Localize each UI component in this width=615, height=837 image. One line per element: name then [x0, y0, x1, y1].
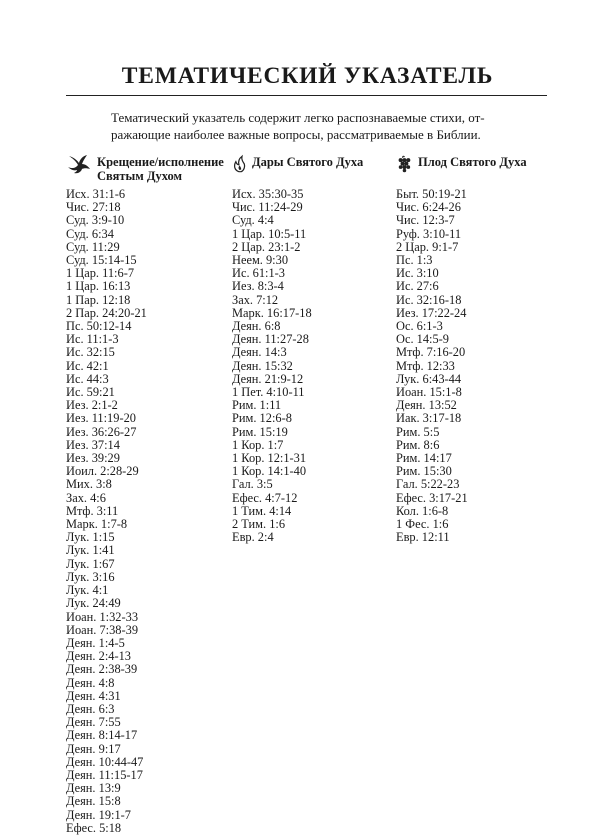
reference-item: Ис. 27:6: [396, 279, 439, 294]
reference-item: Чис. 6:24-26: [396, 200, 461, 215]
reference-item: Ис. 32:15: [66, 345, 115, 360]
reference-item: Иез. 36:26-27: [66, 424, 137, 439]
reference-item: 1 Тим. 4:14: [232, 503, 292, 518]
column-heading: Плод Святого Духа: [418, 155, 527, 169]
reference-item: Иез. 37:14: [66, 437, 120, 452]
reference-item: Рим. 12:6-8: [232, 411, 292, 426]
grapes-icon: [396, 153, 416, 175]
reference-item: Лук. 1:41: [66, 543, 115, 558]
reference-item: Ос. 6:1-3: [396, 319, 443, 334]
reference-item: Рим. 15:19: [232, 424, 288, 439]
reference-item: 2 Тим. 1:6: [232, 517, 286, 532]
reference-item: Деян. 11:27-28: [232, 332, 309, 347]
reference-item: Иез. 39:29: [66, 451, 120, 466]
reference-item: Ос. 14:5-9: [396, 332, 449, 347]
reference-item: Лук. 24:49: [66, 596, 121, 611]
reference-item: Ефес. 4:7-12: [232, 490, 298, 505]
reference-item: Рим. 8:6: [396, 437, 440, 452]
reference-item: 1 Кор. 1:7: [232, 437, 284, 452]
reference-item: Деян. 6:3: [66, 701, 115, 716]
reference-item: Деян. 11:15-17: [66, 767, 143, 782]
reference-item: 2 Цар. 9:1-7: [396, 239, 459, 254]
reference-item: Исх. 35:30-35: [232, 187, 304, 201]
reference-item: Марк. 1:7-8: [66, 517, 128, 532]
reference-item: Деян. 14:3: [232, 345, 287, 360]
reference-item: Марк. 16:17-18: [232, 305, 312, 320]
reference-item: Лук. 1:15: [66, 530, 115, 545]
reference-item: Деян. 1:4-5: [66, 635, 125, 650]
reference-item: Деян. 15:32: [232, 358, 293, 373]
reference-item: Ис. 61:1-3: [232, 266, 285, 281]
reference-item: Суд. 11:29: [66, 239, 120, 254]
reference-item: Пс. 50:12-14: [66, 319, 132, 334]
reference-item: Иез. 8:3-4: [232, 279, 284, 294]
reference-item: Ефес. 5:18: [66, 820, 122, 835]
reference-item: Чис. 11:24-29: [232, 200, 303, 215]
reference-item: Руф. 3:10-11: [396, 226, 462, 241]
reference-item: 1 Кор. 12:1-31: [232, 451, 307, 466]
reference-item: Деян. 9:17: [66, 741, 121, 756]
reference-item: Мтф. 3:11: [66, 503, 119, 518]
reference-item: Кол. 1:6-8: [396, 503, 449, 518]
reference-item: Ис. 44:3: [66, 371, 109, 386]
reference-item: Иез. 11:19-20: [66, 411, 136, 426]
page-title: ТЕМАТИЧЕСКИЙ УКАЗАТЕЛЬ: [121, 63, 494, 89]
reference-item: Исх. 31:1-6: [66, 187, 126, 201]
reference-item: Ис. 32:16-18: [396, 292, 462, 307]
reference-item: Деян. 21:9-12: [232, 371, 304, 386]
column-heading: Крещение/исполнение Святым Духом: [97, 155, 224, 183]
reference-item: 1 Цар. 11:6-7: [66, 266, 135, 281]
reference-item: Деян. 7:55: [66, 715, 121, 730]
reference-item: Иоан. 7:38-39: [66, 622, 139, 637]
reference-item: Деян. 10:44-47: [66, 754, 144, 769]
reference-item: Лук. 4:1: [66, 583, 109, 598]
reference-item: Иоан. 1:32-33: [66, 609, 139, 624]
reference-item: Быт. 50:19-21: [396, 187, 467, 201]
reference-item: Рим. 14:17: [396, 451, 452, 466]
reference-item: Деян. 8:14-17: [66, 728, 138, 743]
reference-item: Суд. 3:9-10: [66, 213, 125, 228]
reference-item: Деян. 19:1-7: [66, 807, 131, 822]
reference-item: Иез. 2:1-2: [66, 398, 118, 413]
reference-item: Иак. 3:17-18: [396, 411, 462, 426]
reference-item: Мтф. 7:16-20: [396, 345, 466, 360]
flame-icon: [232, 153, 252, 175]
reference-item: Зах. 4:6: [66, 490, 106, 505]
reference-item: Мих. 3:8: [66, 477, 112, 492]
reference-item: Деян. 4:31: [66, 688, 121, 703]
reference-item: Лук. 3:16: [66, 569, 115, 584]
reference-item: Ефес. 3:17-21: [396, 490, 468, 505]
reference-item: Ис. 42:1: [66, 358, 109, 373]
reference-item: Деян. 13:52: [396, 398, 457, 413]
reference-item: Пс. 1:3: [396, 253, 433, 268]
reference-item: Деян. 2:38-39: [66, 662, 138, 677]
reference-item: 1 Цар. 10:5-11: [232, 226, 307, 241]
reference-item: Ис. 11:1-3: [66, 332, 119, 347]
reference-list: [66, 188, 147, 835]
reference-item: 2 Цар. 23:1-2: [232, 239, 301, 254]
reference-list: [232, 188, 312, 544]
reference-item: 1 Пет. 4:10-11: [232, 385, 305, 400]
reference-item: Суд. 4:4: [232, 213, 274, 228]
reference-item: Рим. 15:30: [396, 464, 452, 479]
reference-item: Евр. 2:4: [232, 530, 274, 545]
reference-item: Деян. 6:8: [232, 319, 281, 334]
reference-item: Суд. 15:14-15: [66, 253, 137, 268]
reference-item: Гал. 3:5: [232, 477, 273, 492]
reference-item: 2 Пар. 24:20-21: [66, 305, 147, 320]
reference-item: Чис. 27:18: [66, 200, 121, 215]
title-divider: [66, 95, 547, 96]
reference-item: Деян. 4:8: [66, 675, 115, 690]
reference-item: 1 Цар. 16:13: [66, 279, 131, 294]
reference-item: Иоил. 2:28-29: [66, 464, 139, 479]
reference-item: Ис. 3:10: [396, 266, 439, 281]
reference-item: Лук. 1:67: [66, 556, 115, 571]
reference-item: 1 Пар. 12:18: [66, 292, 131, 307]
reference-item: Гал. 5:22-23: [396, 477, 460, 492]
reference-item: Рим. 5:5: [396, 424, 440, 439]
reference-item: 1 Кор. 14:1-40: [232, 464, 307, 479]
reference-item: Иоан. 15:1-8: [396, 385, 462, 400]
reference-item: Мтф. 12:33: [396, 358, 455, 373]
reference-item: Чис. 12:3-7: [396, 213, 455, 228]
reference-item: Рим. 1:11: [232, 398, 282, 413]
column-heading: Дары Святого Духа: [252, 155, 364, 169]
reference-item: Лук. 6:43-44: [396, 371, 462, 386]
reference-item: 1 Фес. 1:6: [396, 517, 449, 532]
reference-item: Суд. 6:34: [66, 226, 114, 241]
reference-list: [396, 188, 468, 544]
dove-icon: [66, 153, 92, 175]
intro-paragraph: Тематический указатель содержит легко распознаваемые стихи, отражающие наиболее важные вопросы, рассматриваемые в Библии.: [111, 110, 485, 142]
reference-item: Иез. 17:22-24: [396, 305, 467, 320]
reference-item: Ис. 59:21: [66, 385, 115, 400]
reference-item: Евр. 12:11: [396, 530, 450, 545]
reference-item: Неем. 9:30: [232, 253, 289, 268]
reference-item: Деян. 13:9: [66, 781, 121, 796]
reference-item: Деян. 2:4-13: [66, 649, 131, 664]
reference-item: Деян. 15:8: [66, 794, 121, 809]
reference-item: Зах. 7:12: [232, 292, 279, 307]
